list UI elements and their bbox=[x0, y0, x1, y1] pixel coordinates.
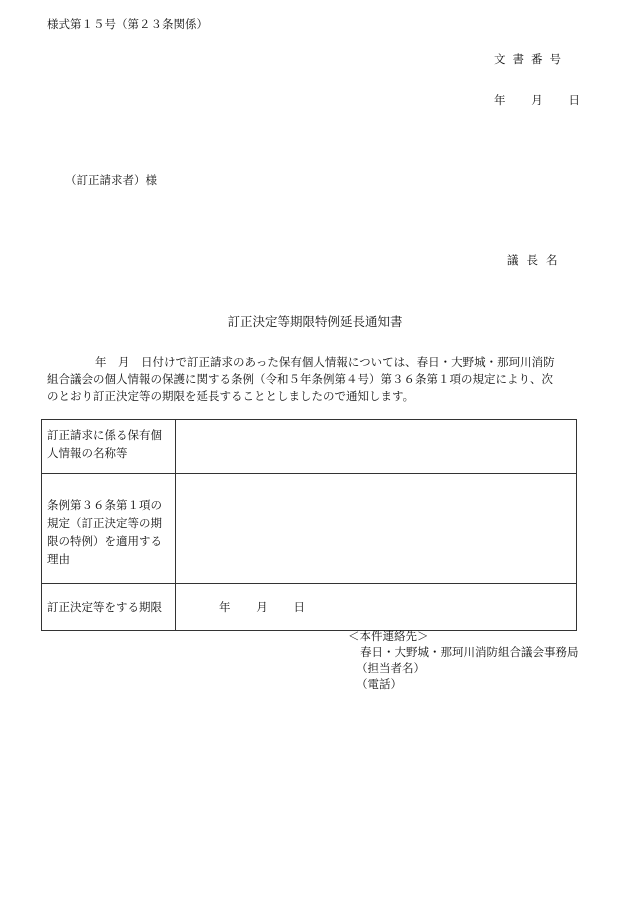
form-number: 様式第１５号（第２３条関係） bbox=[47, 17, 208, 31]
info-table bbox=[41, 419, 577, 631]
document-date bbox=[494, 92, 580, 108]
deadline-month-label: 月 bbox=[256, 600, 268, 614]
date-year-label: 年 bbox=[494, 93, 506, 107]
date-month-label: 月 bbox=[531, 93, 543, 107]
contact-block bbox=[348, 628, 579, 692]
table-label-info-name: 訂正請求に係る保有個人情報の名称等 bbox=[42, 420, 176, 474]
table-row bbox=[42, 474, 577, 584]
date-day-label: 日 bbox=[568, 93, 580, 107]
contact-phone: （電話） bbox=[356, 677, 402, 691]
deadline-day-label: 日 bbox=[293, 600, 305, 614]
body-line-1: 年 月 日付けで訂正請求のあった保有個人情報については、春日・大野城・那珂川消防 bbox=[95, 355, 555, 369]
addressee: （訂正請求者）様 bbox=[65, 173, 157, 187]
contact-office: 春日・大野城・那珂川消防組合議会事務局 bbox=[360, 645, 579, 659]
body-line-3: のとおり訂正決定等の期限を延長することとしましたので通知します。 bbox=[47, 389, 415, 403]
contact-heading: ＜本件連絡先＞ bbox=[348, 629, 429, 643]
table-row bbox=[42, 420, 577, 474]
contact-person: （担当者名） bbox=[356, 661, 425, 675]
table-value-deadline bbox=[176, 584, 577, 631]
table-value-reason bbox=[176, 474, 577, 584]
table-label-reason: 条例第３６条第１項の規定（訂正決定等の期限の特例）を適用する理由 bbox=[42, 474, 176, 584]
table-value-info-name bbox=[176, 420, 577, 474]
body-line-2: 組合議会の個人情報の保護に関する条例（令和５年条例第４号）第３６条第１項の規定により、次 bbox=[47, 372, 553, 386]
deadline-year-label: 年 bbox=[219, 600, 231, 614]
body-text bbox=[47, 354, 579, 405]
document-title: 訂正決定等期限特例延長通知書 bbox=[227, 314, 403, 329]
document-number-label: 文書番号 bbox=[494, 52, 568, 66]
table-label-deadline: 訂正決定等をする期限 bbox=[42, 584, 176, 631]
sender-name: 議長名 bbox=[507, 253, 566, 267]
table-row bbox=[42, 584, 577, 631]
